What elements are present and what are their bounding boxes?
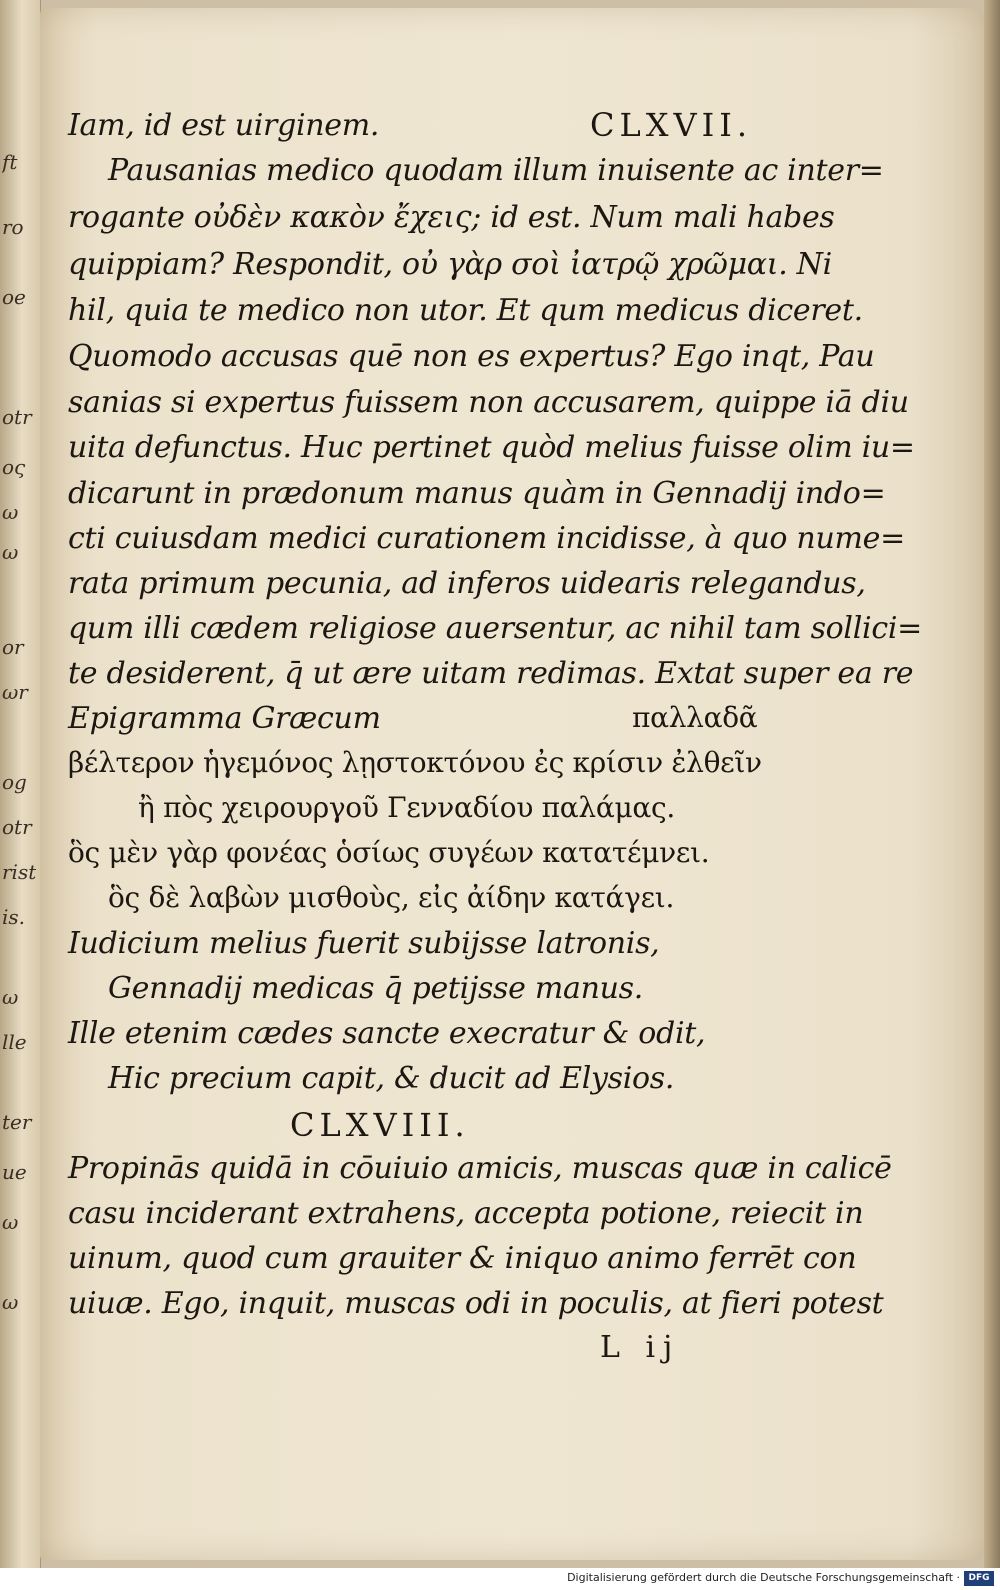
text-line: Quomodo accusas quē non es expertus? Ego inqt, Pau (68, 339, 875, 374)
text-line: Gennadij medicas q̄ petijsse manus. (108, 971, 643, 1006)
text-line: Propinās quidā in cōuiuio amicis, muscas quæ in calicē (68, 1151, 892, 1186)
prev-fragment: ft (2, 150, 18, 174)
previous-page-edge (0, 0, 41, 1568)
text-line: uita defunctus. Huc pertinet quòd melius fuisse olim iu= (68, 430, 915, 465)
footer-credit: Digitalisierung gefördert durch die Deutsche Forschungsgemeinschaft · (567, 1571, 960, 1584)
text-line: Epigramma Græcum (68, 701, 381, 736)
text-line: cti cuiusdam medici curationem incidisse, à quo nume= (68, 521, 905, 556)
text-line: ἢ πὸς χειρουργοῦ Γενναδίου παλάμας. (138, 791, 675, 824)
prev-fragment: ω (2, 1210, 19, 1234)
text-line: rogante οὐδὲν κακὸν ἔχεις; id est. Num mali habes (68, 200, 835, 235)
prev-fragment: ω (2, 985, 19, 1009)
text-line: dicarunt in prædonum manus quàm in Gennadij indo= (68, 476, 886, 511)
prev-fragment: ω (2, 540, 19, 564)
text-line: uinum, quod cum grauiter & iniquo animo ferrēt con (68, 1241, 857, 1276)
text-line: rata primum pecunia, ad inferos uidearis relegandus, (68, 566, 866, 601)
section-heading: CLXVIII. (290, 1106, 470, 1144)
text-line: βέλτερον ἡγεμόνος λῃστοκτόνου ἐς κρίσιν ἐλθεῖν (68, 746, 762, 779)
text-line: casu inciderant extrahens, accepta potione, reiecit in (68, 1196, 864, 1231)
prev-fragment: oe (2, 285, 26, 309)
prev-fragment: ue (2, 1160, 27, 1184)
text-line: Pausanias medico quodam illum inuisente ac inter= (108, 153, 884, 188)
book-page (40, 8, 985, 1560)
prev-fragment: ter (2, 1110, 32, 1134)
text-line: ὃς μὲν γὰρ φονέας ὁσίως συγέων κατατέμνει. (68, 836, 710, 869)
text-line: ὃς δὲ λαβὼν μισθοὺς, εἰς ἀίδην κατάγει. (108, 881, 675, 914)
page-signature: L ij (600, 1330, 681, 1365)
prev-fragment: or (2, 635, 24, 659)
text-line: sanias si expertus fuissem non accusarem, quippe iā diu (68, 385, 909, 420)
text-line: te desiderent, q̄ ut ære uitam redimas. Extat super ea re (68, 656, 914, 691)
page-text (40, 8, 985, 1560)
text-line: quippiam? Respondit, οὐ γὰρ σοὶ ἰατρῷ χρῶμαι. Ni (68, 247, 832, 282)
prev-fragment: is. (2, 905, 26, 929)
text-line: παλλαδᾶ (632, 701, 758, 734)
text-line: qum illi cædem religiose auersentur, ac nihil tam sollici= (68, 611, 922, 646)
prev-fragment: otr (2, 815, 32, 839)
prev-fragment: otr (2, 405, 32, 429)
text-line: hil, quia te medico non utor. Et qum medicus diceret. (68, 293, 863, 328)
prev-fragment: oς (2, 455, 26, 479)
prev-fragment: ω (2, 500, 19, 524)
dfg-logo: DFG (964, 1571, 994, 1586)
prev-fragment: ω (2, 1290, 19, 1314)
page-edge (984, 0, 1000, 1568)
prev-fragment: ωr (2, 680, 28, 704)
prev-fragment: lle (2, 1030, 27, 1054)
text-line: uiuæ. Ego, inquit, muscas odi in poculis, at fieri potest (68, 1286, 884, 1321)
digitization-footer (0, 1568, 1000, 1590)
prev-fragment: rist (2, 860, 36, 884)
prev-fragment: ro (2, 215, 24, 239)
text-line: Hic precium capit, & ducit ad Elysios. (108, 1061, 675, 1096)
text-line: Iam, id est uirginem. (68, 108, 380, 143)
text-line: Iudicium melius fuerit subijsse latronis, (68, 926, 660, 961)
folio-number: CLXVII. (590, 106, 753, 144)
text-line: Ille etenim cædes sancte execratur & odit, (68, 1016, 706, 1051)
prev-fragment: og (2, 770, 27, 794)
